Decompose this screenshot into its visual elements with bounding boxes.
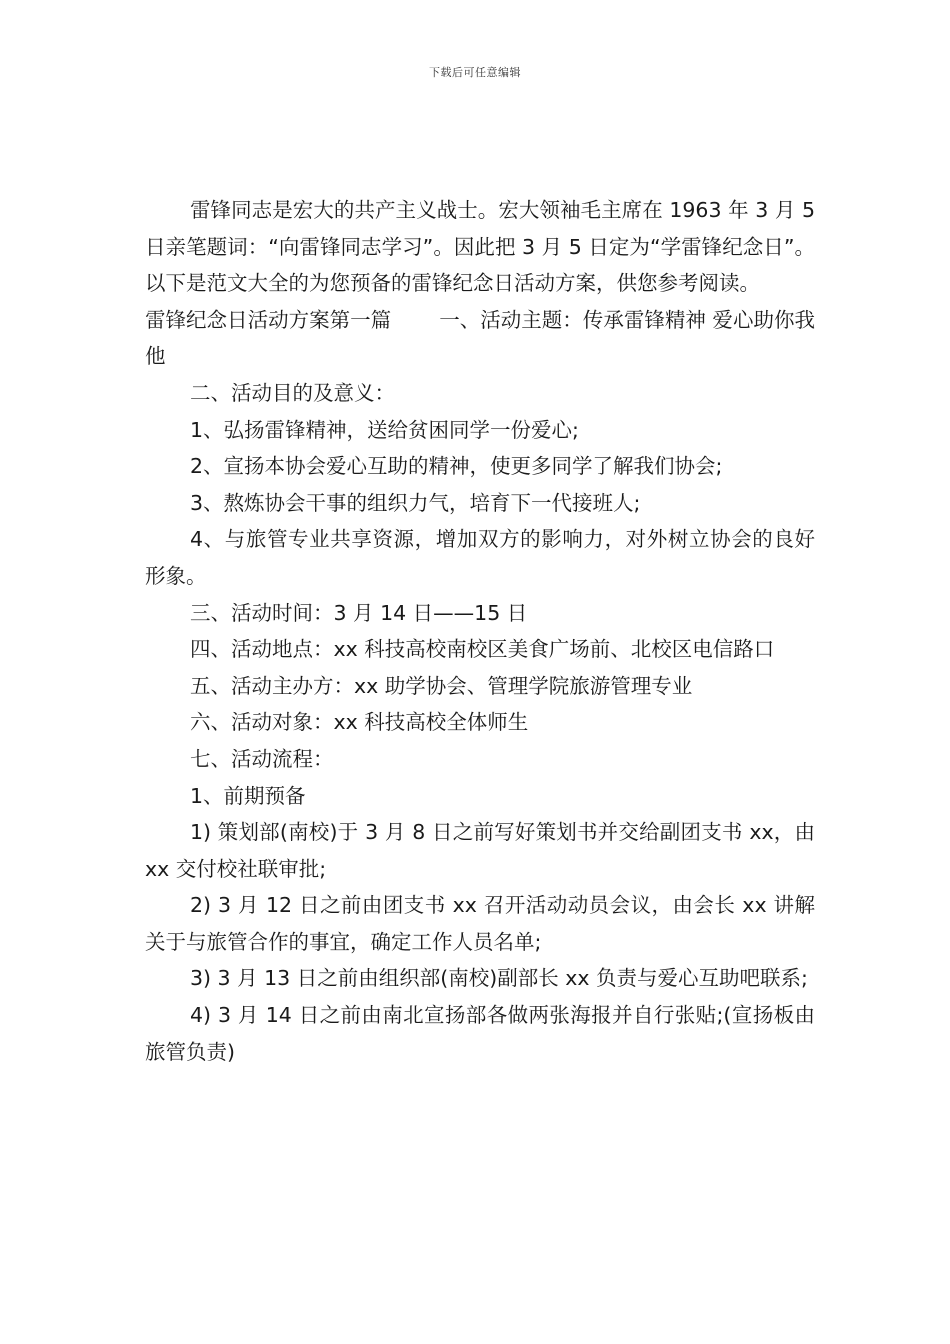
activity-location: 四、活动地点：xx 科技高校南校区美食广场前、北校区电信路口 bbox=[190, 637, 775, 662]
page-header: 下载后可任意编辑 bbox=[429, 66, 521, 79]
purpose-heading: 二、活动目的及意义： bbox=[190, 380, 395, 405]
section-title-line bbox=[145, 302, 815, 375]
activity-theme: 一、活动主题：传承雷锋精神 爱心助你我他 bbox=[145, 307, 815, 369]
section-title: 雷锋纪念日活动方案第一篇 bbox=[145, 307, 392, 332]
purpose-item: 3、熬炼协会干事的组织力气，培育下一代接班人; bbox=[190, 490, 641, 515]
purpose-item: 2、宣扬本协会爱心互助的精神，使更多同学了解我们协会; bbox=[190, 454, 723, 479]
activity-organizer: 五、活动主办方：xx 助学协会、管理学院旅游管理专业 bbox=[190, 673, 693, 698]
purpose-item: 4、与旅管专业共享资源，增加双方的影响力，对外树立协会的良好形象。 bbox=[145, 527, 815, 588]
prep-step: 1) 策划部(南校)于 3 月 8 日之前写好策划书并交给副团支书 xx，由 xx 交付校社联审批; bbox=[145, 820, 815, 881]
prep-step: 4) 3 月 14 日之前由南北宣扬部各做两张海报并自行张贴;(宣扬板由旅管负责) bbox=[145, 1003, 815, 1064]
activity-audience: 六、活动对象：xx 科技高校全体师生 bbox=[190, 710, 529, 735]
prep-step: 3) 3 月 13 日之前由组织部(南校)副部长 xx 负责与爱心互助吧联系; bbox=[190, 966, 808, 991]
intro-paragraph: 雷锋同志是宏大的共产主义战士。宏大领袖毛主席在 1963 年 3 月 5 日亲笔题词：“向雷锋同志学习”。因此把 3 月 5 日定为“学雷锋纪念日”。以下是范文大全的为您预备的雷锋纪念日活动方案，供您参考阅读。 bbox=[145, 198, 815, 296]
purpose-item: 1、弘扬雷锋精神，送给贫困同学一份爱心; bbox=[190, 417, 579, 442]
prep-step: 2) 3 月 12 日之前由团支书 xx 召开活动动员会议，由会长 xx 讲解关于与旅管合作的事宜，确定工作人员名单; bbox=[145, 893, 815, 954]
activity-time: 三、活动时间：3 月 14 日——15 日 bbox=[190, 600, 528, 625]
prep-heading: 1、前期预备 bbox=[190, 783, 306, 808]
document-body bbox=[145, 192, 815, 1070]
process-heading: 七、活动流程： bbox=[190, 746, 334, 771]
